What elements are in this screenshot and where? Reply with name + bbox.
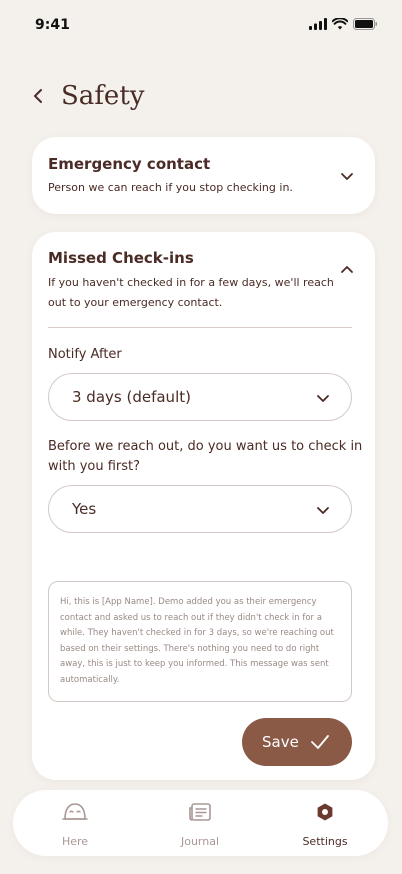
check-icon (310, 733, 330, 751)
divider (48, 327, 352, 328)
check-first-label-line1: Before we reach out, do you want us to check in (48, 439, 363, 454)
missed-checkins-subtitle-line2: out to your emergency contact. (48, 296, 223, 309)
wifi-icon (332, 18, 348, 30)
chevron-left-icon (33, 88, 43, 104)
notify-after-label: Notify After (48, 347, 122, 362)
message-preview-textarea[interactable] (48, 581, 352, 702)
bottom-nav (13, 790, 388, 856)
emergency-contact-subtitle: Person we can reach if you stop checking in. (48, 181, 293, 194)
nav-item-settings[interactable] (285, 800, 365, 850)
check-first-label-line2: with you first? (48, 459, 141, 474)
face-icon (62, 801, 88, 823)
gear-icon (315, 802, 335, 822)
save-button[interactable] (242, 718, 352, 766)
save-label: Save (262, 733, 299, 751)
missed-checkins-subtitle-line1: If you haven't checked in for a few days, we'll reach (48, 276, 334, 289)
chevron-down-icon[interactable] (339, 168, 355, 184)
header (28, 78, 144, 114)
status-icons (309, 18, 378, 30)
nav-item-here[interactable] (35, 800, 115, 850)
nav-label-journal: Journal (180, 835, 220, 848)
status-bar (0, 0, 402, 50)
emergency-contact-card[interactable] (32, 137, 375, 214)
emergency-contact-title: Emergency contact (48, 155, 211, 173)
check-first-select[interactable] (48, 485, 352, 533)
chevron-down-icon (315, 502, 331, 518)
nav-label-settings: Settings (302, 835, 348, 848)
nav-item-journal[interactable] (160, 800, 240, 850)
page-title: Safety (61, 81, 145, 111)
missed-checkins-title: Missed Check-ins (48, 249, 194, 267)
nav-label-here: Here (61, 835, 89, 848)
status-time: 9:41 (35, 17, 70, 33)
back-button[interactable] (28, 78, 48, 114)
signal-icon (309, 18, 327, 30)
chevron-up-icon[interactable] (339, 262, 355, 278)
chevron-down-icon (315, 390, 331, 406)
missed-checkins-card (32, 232, 375, 780)
journal-icon (188, 802, 212, 822)
battery-icon (353, 18, 378, 30)
check-first-value: Yes (72, 500, 97, 518)
notify-after-select[interactable] (48, 373, 352, 421)
notify-after-value: 3 days (default) (72, 388, 191, 406)
